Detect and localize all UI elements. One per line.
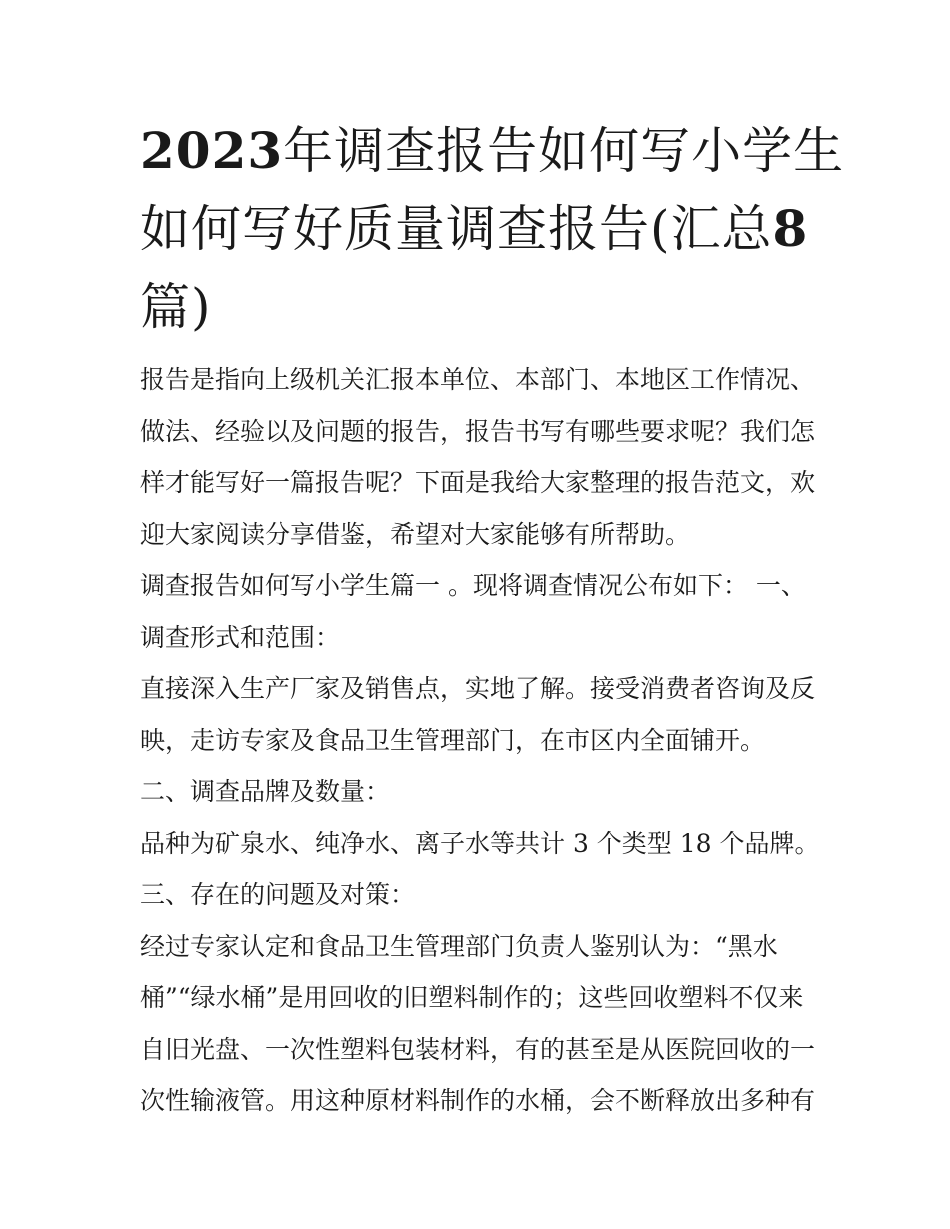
body-line: 经过专家认定和食品卫生管理部门负责人鉴别认为：“黑水 xyxy=(140,931,778,961)
title-year: 2023 xyxy=(140,121,284,180)
title-count: 8 xyxy=(772,199,809,258)
body-line: 样才能写好一篇报告呢？下面是我给大家整理的报告范文，欢 xyxy=(140,468,816,497)
title-line-2 xyxy=(140,190,820,268)
body-line: 自旧光盘、一次性塑料包装材料，有的甚至是从医院回收的一 xyxy=(140,1034,816,1064)
body-line: 品种为矿泉水、纯净水、离子水等共计 3 个类型 18 个品牌。 xyxy=(140,828,820,858)
body-line: 映，走访专家及食品卫生管理部门，在市区内全面铺开。 xyxy=(140,725,766,755)
title-line-2-text: 如何写好质量调查报告(汇总 xyxy=(140,200,773,258)
body-line: 三、存在的问题及对策： xyxy=(140,880,416,909)
document-body xyxy=(140,354,820,1127)
body-line: 二、调查品牌及数量： xyxy=(140,777,391,806)
title-line-1 xyxy=(140,112,845,190)
body-line: 次性输液管。用这种原材料制作的水桶，会不断释放出多种有 xyxy=(140,1086,816,1115)
body-line: 迎大家阅读分享借鉴，希望对大家能够有所帮助。 xyxy=(140,519,691,549)
title-line-1-text: 年调查报告如何写小学生 xyxy=(283,122,845,180)
body-line: 桶”“绿水桶”是用回收的旧塑料制作的；这些回收塑料不仅来 xyxy=(140,983,804,1012)
body-line: 报告是指向上级机关汇报本单位、本部门、本地区工作情况、 xyxy=(140,365,816,394)
body-line: 调查形式和范围： xyxy=(140,622,341,652)
body-line: 调查报告如何写小学生篇一 。现将调查情况公布如下： 一、 xyxy=(140,571,806,600)
document-title xyxy=(140,112,845,346)
body-line: 直接深入生产厂家及销售点，实地了解。接受消费者咨询及反 xyxy=(140,674,816,703)
title-line-3: 篇) xyxy=(140,278,212,336)
body-line: 做法、经验以及问题的报告，报告书写有哪些要求呢？我们怎 xyxy=(140,416,816,446)
